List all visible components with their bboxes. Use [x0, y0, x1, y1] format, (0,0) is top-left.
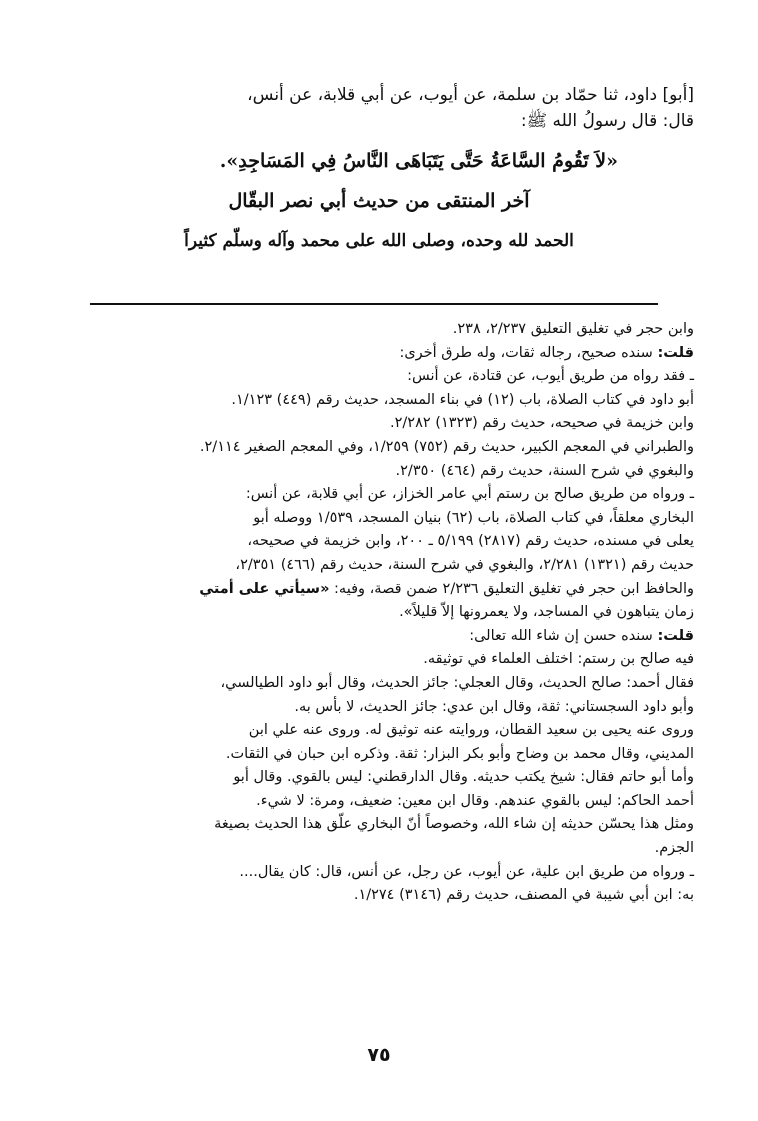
note-text: والحافظ ابن حجر في تغليق التعليق ٢/٢٣٦ ضمن قصة، وفيه:	[334, 580, 694, 597]
footnote-line: يعلى في مسنده، حديث رقم (٢٨١٧) ٥/١٩٩ ـ ٢٠٠، وابن خزيمة في صحيحه،	[247, 533, 694, 550]
footnote-line: زمان يتباهون في المساجد، ولا يعمرونها إلاّ قليلاً».	[399, 604, 694, 621]
footnote-line: والطبراني في المعجم الكبير، حديث رقم (٧٥٢) ١/٢٥٩، وفي المعجم الصغير ٢/١١٤.	[199, 438, 694, 455]
footnote-line: فقال أحمد: صالح الحديث، وقال العجلي: جائز الحديث، وقال أبو داود الطيالسي،	[220, 674, 694, 691]
note-text: سنده حسن إن شاء الله تعالى:	[469, 627, 653, 644]
note-label: قلت:	[657, 627, 694, 644]
page-number: ٧٥	[367, 1044, 391, 1066]
footnote-line: والبغوي في شرح السنة، حديث رقم (٤٦٤) ٢/٣٥٠.	[395, 462, 694, 479]
footnote-line: ـ ورواه من طريق ابن علية، عن أيوب، عن رجل، عن أنس، قال: كان يقال....	[239, 863, 694, 880]
note-text: سنده صحيح، رجاله ثقات، وله طرق أخرى:	[399, 344, 653, 361]
footnote-line	[64, 578, 694, 602]
footnote-line: ـ ورواه من طريق صالح بن رستم أبي عامر الخزاز، عن أبي قلابة، عن أنس:	[245, 486, 694, 503]
footnote-line: وابن حجر في تغليق التعليق ٢/٢٣٧، ٢٣٨.	[452, 321, 694, 337]
footnote-line: ومثل هذا يحسّن حديثه إن شاء الله، وخصوصاً أنّ البخاري علّق هذا الحديث بصيغة	[214, 816, 694, 833]
footnote-line: ـ فقد رواه من طريق أيوب، عن قتادة، عن أنس:	[407, 368, 694, 385]
isnad-line-2: قال: قال رسولُ الله ﷺ:	[520, 111, 694, 131]
footnote-line: أحمد الحاكم: ليس بالقوي عندهم. وقال ابن معين: ضعيف، ومرة: لا شيء.	[256, 792, 694, 809]
isnad-line: [أبو] داود، ثنا حمّاد بن سلمة، عن أيوب، عن أبي قلابة، عن أنس،	[247, 85, 694, 105]
footnote-line: الجزم.	[654, 840, 694, 857]
colophon-end-title: آخر المنتقى من حديث أبي نصر البقّال	[228, 190, 530, 212]
footnote-line: وروى عنه يحيى بن سعيد القطان، وروايته عنه توثيق له. وروى عنه علي ابن	[248, 722, 694, 739]
footnote-divider	[90, 303, 658, 305]
note-label: قلت:	[657, 344, 694, 361]
footnote-line: البخاري معلقاً، في كتاب الصلاة، باب (٦٢) بنيان المسجد، ١/٥٣٩ ووصله أبو	[253, 509, 694, 526]
quoted-hadith: «سيأتي على أمتي	[199, 580, 330, 597]
main-text	[64, 82, 694, 258]
footnote-line: أبو داود في كتاب الصلاة، باب (١٢) في بناء المسجد، حديث رقم (٤٤٩) ١/١٢٣.	[231, 391, 694, 408]
footnote-line	[64, 625, 694, 649]
footnote-line: حديث رقم (١٣٢١) ٢/٢٨١، والبغوي في شرح السنة، حديث رقم (٤٦٦) ٢/٣٥١،	[235, 556, 694, 573]
footnote-line	[64, 342, 694, 366]
footnote-line: وابن خزيمة في صحيحه، حديث رقم (١٣٢٣) ٢/٢٨٢.	[390, 415, 694, 432]
footnote-line: فيه صالح بن رستم: اختلف العلماء في توثيقه.	[423, 651, 694, 668]
colophon-praise: الحمد لله وحده، وصلى الله على محمد وآله وسلّم كثيراً	[184, 231, 574, 251]
footnote-line: المديني، وقال محمد بن وضاح وأبو بكر البزار: ثقة. وذكره ابن حبان في الثقات.	[225, 745, 694, 762]
hadith-text: «لاَ تَقُومُ السَّاعَةُ حَتَّى يَتَبَاهَى النَّاسُ فِي المَسَاجِدِ».	[219, 150, 618, 172]
footnotes	[64, 318, 694, 908]
footnote-line: وأما أبو حاتم فقال: شيخ يكتب حديثه. وقال الدارقطني: ليس بالقوي. وقال أبو	[233, 769, 694, 786]
footnote-line: به: ابن أبي شيبة في المصنف، حديث رقم (٣١٤٦) ١/٢٧٤.	[353, 887, 694, 904]
footnote-line: وأبو داود السجستاني: ثقة، وقال ابن عدي: جائز الحديث، لا بأس به.	[294, 698, 694, 715]
